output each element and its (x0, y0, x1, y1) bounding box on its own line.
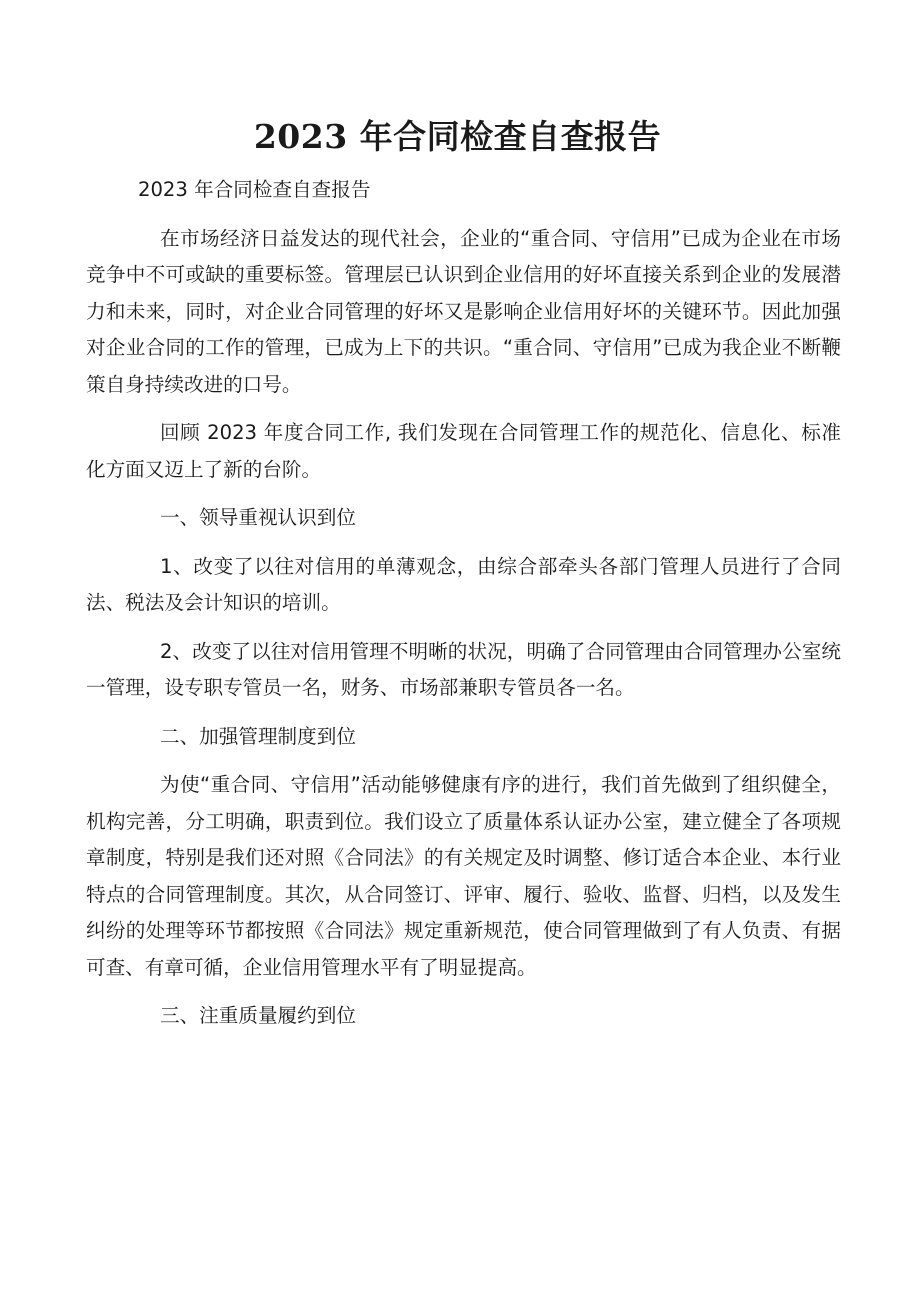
list-item-1: 1、改变了以往对信用的单薄观念，由综合部牵头各部门管理人员进行了合同法、税法及会计知识的培训。 (86, 554, 841, 614)
paragraph-intro: 在市场经济日益发达的现代社会，企业的“重合同、守信用”已成为企业在市场竞争中不可或缺的重要标签。管理层已认识到企业信用的好坏直接关系到企业的发展潜力和未来，同时，对企业合同管理的好坏又是影响企业信用好坏的关键环节。因此加强对企业合同的工作的管理，已成为上下的共识。“重合同、守信用”已成为我企业不断鞭策自身持续改进的口号。 (86, 226, 841, 396)
section-heading-3: 三、注重质量履约到位 (160, 1004, 356, 1027)
paragraph-review: 回顾 2023 年度合同工作, 我们发现在合同管理工作的规范化、信息化、标准化方面又迈上了新的台阶。 (86, 421, 841, 481)
list-item-2: 2、改变了以往对信用管理不明晰的状况，明确了合同管理由合同管理办公室统一管理，设专职专管员一名，财务、市场部兼职专管员各一名。 (86, 639, 841, 699)
paragraph-management: 为使“重合同、守信用”活动能够健康有序的进行，我们首先做到了组织健全，机构完善，分工明确，职责到位。我们设立了质量体系认证办公室，建立健全了各项规章制度，特别是我们还对照《合同法》的有关规定及时调整、修订适合本企业、本行业特点的合同管理制度。其次，从合同签订、评审、履行、验收、监督、归档，以及发生纠纷的处理等环节都按照《合同法》规定重新规范，使合同管理做到了有人负责、有据可查、有章可循，企业信用管理水平有了明显提高。 (86, 773, 841, 979)
section-heading-2: 二、加强管理制度到位 (160, 724, 356, 748)
document-subtitle: 2023 年合同检查自查报告 (138, 178, 371, 201)
document-body (86, 172, 841, 1047)
section-heading-1: 一、领导重视认识到位 (160, 506, 356, 529)
document-title: 2023 年合同检查自查报告 (253, 117, 662, 156)
